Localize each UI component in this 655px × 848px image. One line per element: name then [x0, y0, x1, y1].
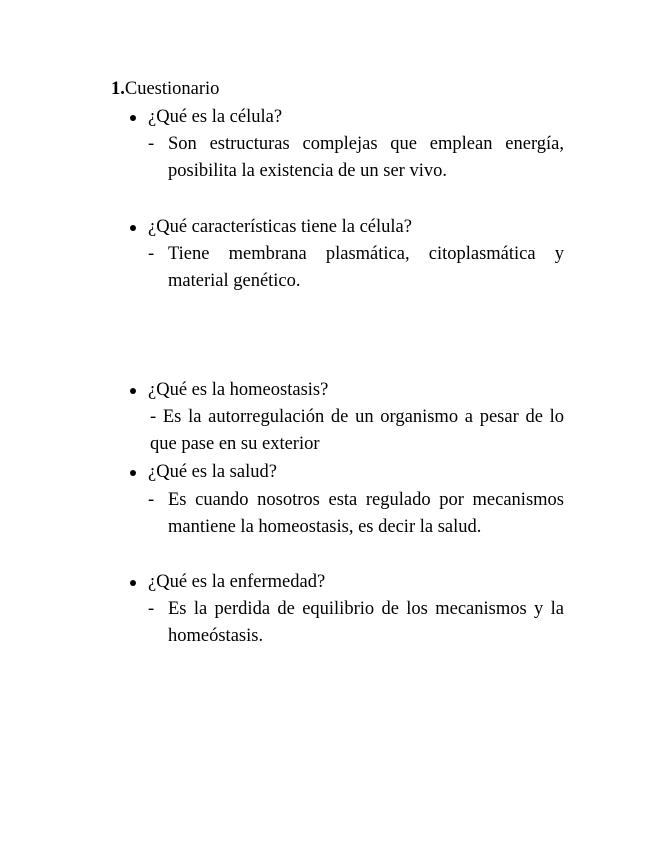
dash-marker: - — [148, 134, 155, 154]
question-1 — [148, 104, 568, 131]
answer-3 — [150, 404, 564, 458]
question-text: ¿Qué es la salud? — [148, 462, 277, 482]
question-text: ¿Qué es la homeostasis? — [148, 380, 329, 400]
answer-1 — [148, 131, 564, 185]
section-title: Cuestionario — [124, 79, 220, 99]
question-text: ¿Qué características tiene la célula? — [148, 217, 412, 237]
question-2 — [148, 214, 568, 241]
answer-text: Es cuando nosotros esta regulado por mecanismos mantiene la homeostasis, es decir la salud. — [168, 490, 564, 537]
question-4 — [148, 459, 568, 486]
answer-4 — [148, 487, 564, 541]
answer-text: Tiene membrana plasmática, citoplasmática y material genético. — [168, 244, 564, 291]
section-number: 1. — [111, 79, 125, 99]
question-text: ¿Qué es la célula? — [148, 107, 283, 127]
dash-marker: - — [148, 490, 155, 510]
question-3 — [148, 377, 568, 404]
question-text: ¿Qué es la enfermedad? — [148, 572, 326, 592]
question-5 — [148, 569, 568, 596]
answer-5 — [148, 596, 564, 650]
dash-marker: - — [148, 244, 155, 264]
section-heading — [111, 76, 219, 103]
dash-marker: - — [148, 599, 155, 619]
answer-text: Es la perdida de equilibrio de los mecanismos y la homeóstasis. — [168, 599, 564, 646]
answer-2 — [148, 241, 564, 295]
answer-text: - Es la autorregulación de un organismo a pesar de lo que pase en su exterior — [150, 407, 564, 454]
answer-text: Son estructuras complejas que emplean energía, posibilita la existencia de un ser vivo. — [168, 134, 564, 181]
